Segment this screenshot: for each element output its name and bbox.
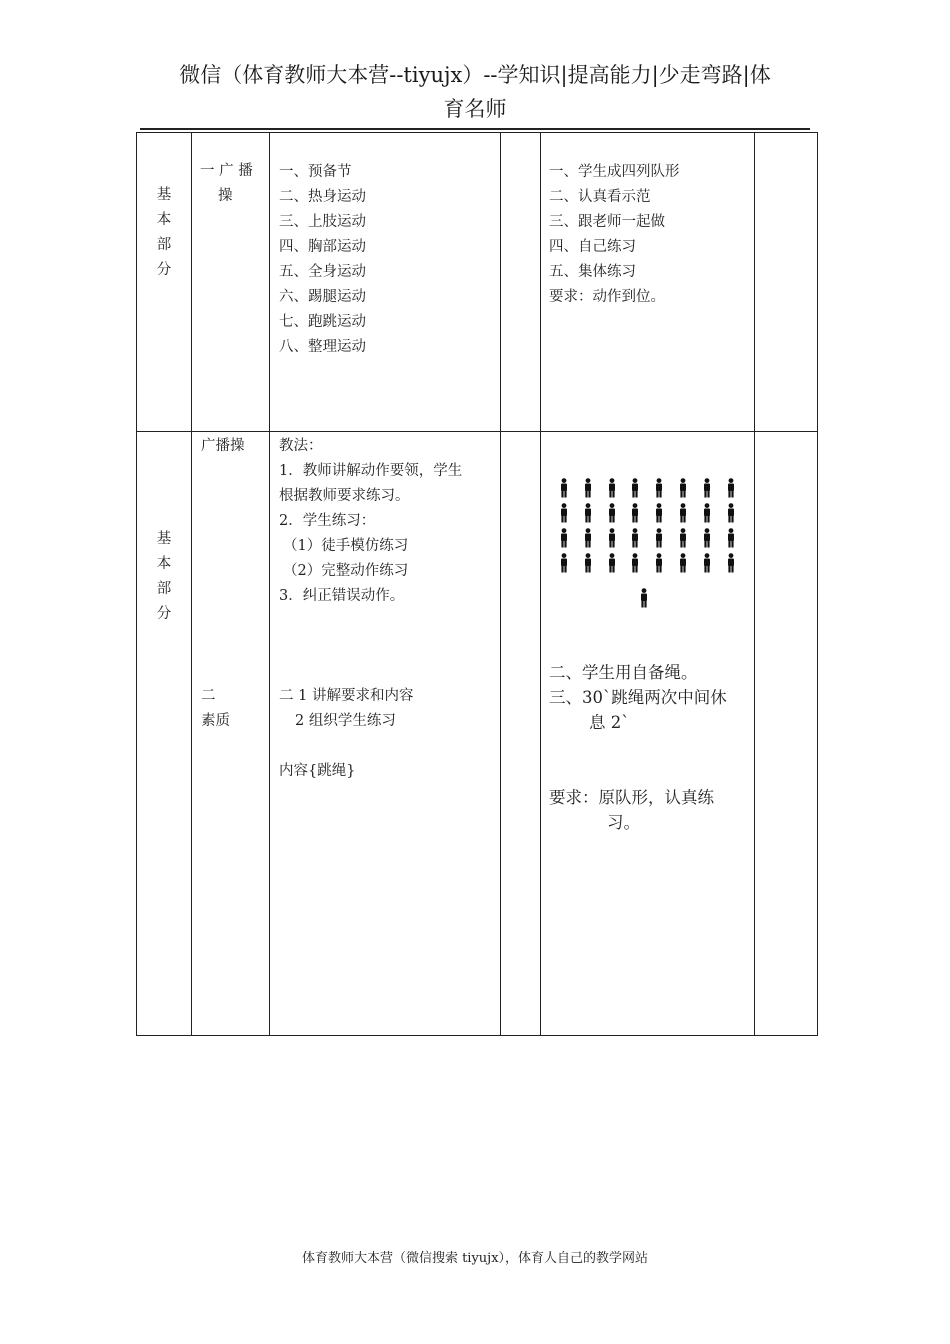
topic-cell: 广播操 二 素质 (192, 432, 270, 1036)
content-cell: 一、预备节 二、热身运动 三、上肢运动 四、胸部运动 五、全身运动 六、踢腿运动 七、跑跳运动 八、整理运动 (270, 133, 501, 432)
student-figure-icon (630, 553, 640, 573)
student-figure-icon (702, 553, 712, 573)
organization-cell: 二、学生用自备绳。 三、30`跳绳两次中间休 息 2` 要求：原队形，认真练 习。 (541, 432, 755, 1036)
student-figure-icon (678, 503, 688, 523)
student-figure-icon (702, 503, 712, 523)
student-figure-icon (583, 528, 593, 548)
student-figure-icon (607, 503, 617, 523)
student-figure-icon (702, 528, 712, 548)
page-header (140, 58, 810, 126)
student-figure-icon (583, 503, 593, 523)
student-figure-icon (630, 503, 640, 523)
method-cell: 教法： 1．教师讲解动作要领，学生 根据教师要求练习。 2．学生练习： （1）徒手模仿练习 （2）完整动作练习 3．纠正错误动作。 二 1 讲解要求和内容 2 组织学生练习 内容{跳绳} (270, 432, 501, 1036)
formation-diagram (554, 478, 754, 608)
empty-cell (755, 133, 818, 432)
student-figure-icon (559, 503, 569, 523)
student-figure-icon (726, 528, 736, 548)
student-figure-icon (583, 478, 593, 498)
student-figure-icon (678, 553, 688, 573)
topic-cell: 一 广 播 操 (192, 133, 270, 432)
student-figure-icon (726, 478, 736, 498)
header-line-1: 微信（体育教师大本营--tiyujx）--学知识|提高能力|少走弯路|体 (179, 63, 771, 87)
student-figure-icon (607, 478, 617, 498)
student-figure-icon (678, 528, 688, 548)
section-label-cell: 基 本 部 分 (137, 432, 192, 1036)
student-figure-icon (654, 553, 664, 573)
student-figure-icon (583, 553, 593, 573)
student-figure-icon (654, 503, 664, 523)
empty-cell (755, 432, 818, 1036)
empty-cell (501, 432, 541, 1036)
organization-cell: 一、学生成四列队形 二、认真看示范 三、跟老师一起做 四、自己练习 五、集体练习 要求：动作到位。 (541, 133, 755, 432)
student-figure-icon (607, 553, 617, 573)
student-figure-icon (654, 478, 664, 498)
section-label-cell: 基 本 部 分 (137, 133, 192, 432)
table-row (137, 133, 818, 432)
student-figure-icon (559, 478, 569, 498)
student-figure-icon (607, 528, 617, 548)
student-figure-icon (726, 503, 736, 523)
table-row (137, 432, 818, 1036)
empty-cell (501, 133, 541, 432)
header-line-2: 育名师 (443, 97, 507, 121)
student-figure-icon (559, 553, 569, 573)
teacher-figure-icon (639, 588, 649, 608)
student-figure-icon (726, 553, 736, 573)
student-figure-icon (559, 528, 569, 548)
student-figure-icon (654, 528, 664, 548)
page-footer: 体育教师大本营（微信搜索 tiyujx），体育人自己的教学网站 (301, 1251, 649, 1266)
student-figure-icon (702, 478, 712, 498)
lesson-plan-table (136, 132, 818, 1036)
student-figure-icon (630, 528, 640, 548)
student-figure-icon (630, 478, 640, 498)
header-rule (140, 128, 810, 130)
student-figure-icon (678, 478, 688, 498)
